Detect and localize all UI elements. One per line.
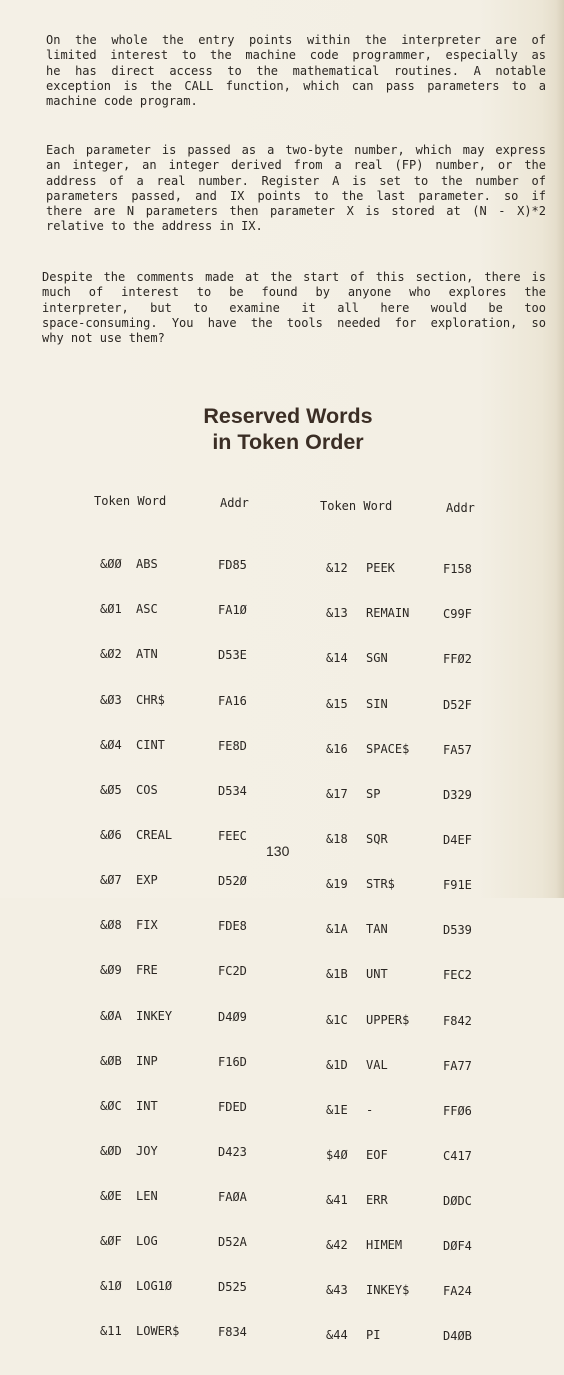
word-cell: SP	[366, 786, 381, 801]
token-cell: &ØC	[100, 1098, 122, 1113]
word-cell: LOG1Ø	[136, 1279, 173, 1294]
token-cell: &ØØ	[100, 557, 122, 572]
addr-cell: D52Ø	[218, 874, 247, 889]
addr-cell: D525	[218, 1280, 247, 1295]
paragraph-despite-comments	[42, 270, 546, 346]
word-cell: JOY	[136, 1143, 158, 1158]
text-line: Despite the comments made at the start of this section, there is	[42, 270, 546, 284]
text-line: machine code program.	[46, 94, 198, 109]
word-cell: SGN	[366, 651, 388, 666]
page-number: 130	[266, 843, 290, 859]
addr-cell: FA16	[218, 693, 247, 708]
left-word-column	[136, 527, 179, 1370]
token-cell: &ØB	[100, 1053, 122, 1068]
word-cell: HIMEM	[366, 1238, 403, 1253]
heading-line-2: in Token Order	[212, 430, 364, 454]
addr-cell: FA77	[443, 1058, 472, 1073]
text-line: an integer, an integer derived from a real (FP) number, or the	[46, 158, 546, 173]
token-cell: &44	[326, 1328, 348, 1343]
token-cell: &13	[326, 606, 348, 621]
right-addr-column	[443, 532, 472, 1375]
word-cell: ATN	[136, 647, 158, 662]
word-cell: VAL	[366, 1057, 388, 1072]
left-addr-column	[218, 528, 247, 1371]
addr-cell: FEEC	[218, 828, 247, 843]
word-cell: ASC	[136, 602, 158, 617]
token-cell: &1D	[326, 1057, 348, 1072]
token-cell: &ØA	[100, 1008, 122, 1023]
word-cell: ERR	[366, 1193, 388, 1208]
word-cell: SIN	[366, 696, 388, 711]
addr-cell: D423	[218, 1144, 247, 1159]
addr-cell: F842	[443, 1013, 472, 1028]
token-cell: &Ø2	[100, 647, 122, 662]
word-cell: UPPER$	[366, 1012, 410, 1027]
token-cell: &14	[326, 651, 348, 666]
text-line: parameters passed, and IX points to the last parameter. so if	[46, 188, 546, 203]
word-cell: INT	[136, 1098, 158, 1113]
word-cell: SPACE$	[366, 741, 410, 756]
token-cell: &Ø7	[100, 873, 122, 888]
text-line: Each parameter is passed as a two-byte number, which may express	[46, 143, 546, 157]
right-header-token-word	[320, 499, 392, 514]
addr-cell: D329	[443, 787, 472, 802]
addr-cell: D4Ø9	[218, 1009, 247, 1024]
addr-cell: FD85	[218, 558, 247, 573]
text-line: address of a real number. Register A is set to the number of	[46, 173, 546, 188]
word-cell: FRE	[136, 963, 158, 978]
text-line: why not use them?	[42, 331, 165, 346]
word-cell: LOG	[136, 1234, 158, 1249]
word-cell: UNT	[366, 967, 388, 982]
addr-cell: FDED	[218, 1099, 247, 1114]
token-cell: &11	[100, 1324, 122, 1339]
addr-cell: C99F	[443, 607, 472, 622]
addr-cell: D4EF	[443, 832, 472, 847]
token-cell: &43	[326, 1283, 348, 1298]
token-cell: &12	[326, 561, 348, 576]
token-cell: &Ø8	[100, 918, 122, 933]
addr-cell: FE8D	[218, 738, 247, 753]
token-cell: &Ø3	[100, 692, 122, 707]
word-cell: REMAIN	[366, 606, 410, 621]
token-cell: &Ø4	[100, 737, 122, 752]
addr-cell: DØF4	[443, 1239, 472, 1254]
word-cell: LOWER$	[136, 1324, 180, 1339]
token-cell: &17	[326, 786, 348, 801]
section-heading	[130, 403, 446, 455]
text-line: relative to the address in IX.	[46, 219, 263, 234]
text-line: interpreter, but to examine it all here would be too	[42, 300, 546, 315]
addr-cell: F158	[443, 562, 472, 577]
token-cell: &19	[326, 877, 348, 892]
text-line: there are N parameters then parameter X is stored at (N - X)*2	[46, 204, 546, 219]
addr-cell: D534	[218, 783, 247, 798]
text-line: much of interest to be found by anyone who explores the	[42, 285, 546, 300]
page-edge-shadow	[556, 0, 564, 898]
right-token-column	[326, 531, 355, 1374]
word-cell: PI	[366, 1328, 381, 1343]
word-cell: -	[366, 1102, 374, 1117]
text-line: space-consuming. You have the tools needed for exploration, so	[42, 315, 546, 330]
token-cell: &16	[326, 741, 348, 756]
word-cell: TAN	[366, 922, 388, 937]
addr-cell: FC2D	[218, 964, 247, 979]
text-line: he has direct access to the mathematical routines. A notable	[46, 63, 546, 78]
word-cell: EXP	[136, 873, 158, 888]
word-cell: PEEK	[366, 561, 395, 576]
token-cell: &1C	[326, 1012, 348, 1027]
word-cell: INKEY	[136, 1008, 173, 1023]
addr-cell: FA1Ø	[218, 603, 247, 618]
paragraph-parameters	[46, 143, 546, 235]
addr-cell: FFØ2	[443, 652, 472, 667]
token-cell: &Ø1	[100, 602, 122, 617]
token-cell: &1B	[326, 967, 348, 982]
token-cell: &Ø9	[100, 963, 122, 978]
addr-cell: D4ØB	[443, 1329, 472, 1344]
word-cell: CINT	[136, 737, 165, 752]
token-cell: &Ø6	[100, 827, 122, 842]
token-cell: &ØF	[100, 1234, 122, 1249]
token-cell: &18	[326, 831, 348, 846]
token-cell: &1Ø	[100, 1279, 122, 1294]
word-cell: FIX	[136, 918, 158, 933]
paragraph-entry-points	[46, 33, 546, 109]
addr-cell: C417	[443, 1148, 472, 1163]
addr-cell: D53E	[218, 648, 247, 663]
addr-cell: D539	[443, 923, 472, 938]
addr-cell: DØDC	[443, 1194, 472, 1209]
token-cell: &42	[326, 1238, 348, 1253]
heading-line-1: Reserved Words	[203, 404, 373, 428]
addr-cell: FAØA	[218, 1190, 247, 1205]
text-line: exception is the CALL function, which can pass parameters to a	[46, 78, 546, 93]
right-word-column	[366, 531, 409, 1374]
header-token: Token	[94, 494, 131, 508]
addr-cell: F16D	[218, 1054, 247, 1069]
token-cell: &1A	[326, 922, 348, 937]
token-cell: &15	[326, 696, 348, 711]
addr-cell: FDE8	[218, 919, 247, 934]
header-word: Word	[363, 499, 393, 513]
word-cell: INP	[136, 1053, 158, 1068]
word-cell: CHR$	[136, 692, 165, 707]
word-cell: INKEY$	[366, 1283, 410, 1298]
text-line: limited interest to the machine code programmer, especially as	[46, 48, 546, 63]
addr-cell: FFØ6	[443, 1103, 472, 1118]
word-cell: EOF	[366, 1147, 388, 1162]
addr-cell: FA57	[443, 742, 472, 757]
word-cell: SQR	[366, 831, 388, 846]
word-cell: COS	[136, 782, 158, 797]
addr-cell: F834	[218, 1325, 247, 1340]
addr-cell: D52A	[218, 1235, 247, 1250]
header-word: Word	[137, 494, 167, 508]
token-cell: &41	[326, 1193, 348, 1208]
token-cell: $4Ø	[326, 1147, 348, 1162]
text-line: On the whole the entry points within the interpreter are of	[46, 33, 546, 47]
addr-cell: D52F	[443, 697, 472, 712]
addr-cell: F91E	[443, 878, 472, 893]
token-cell: &1E	[326, 1102, 348, 1117]
left-token-column	[100, 527, 129, 1370]
right-header-addr: Addr	[446, 501, 475, 515]
word-cell: LEN	[136, 1189, 158, 1204]
token-cell: &ØD	[100, 1143, 122, 1158]
addr-cell: FEC2	[443, 968, 472, 983]
token-cell: &ØE	[100, 1189, 122, 1204]
word-cell: ABS	[136, 557, 158, 572]
header-token: Token	[320, 499, 357, 513]
word-cell: STR$	[366, 877, 395, 892]
addr-cell: FA24	[443, 1284, 472, 1299]
left-header-addr: Addr	[220, 496, 249, 510]
word-cell: CREAL	[136, 827, 173, 842]
left-header-token-word	[94, 494, 166, 509]
token-cell: &Ø5	[100, 782, 122, 797]
